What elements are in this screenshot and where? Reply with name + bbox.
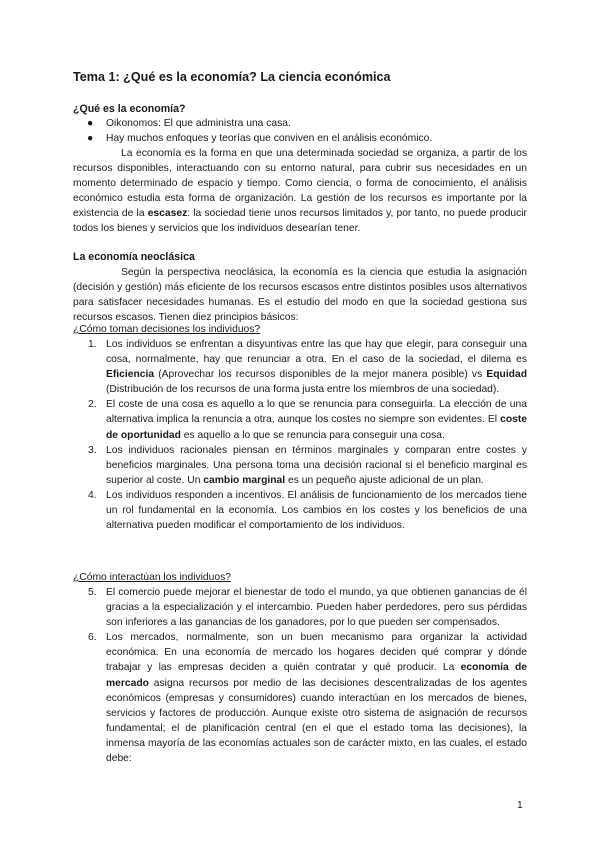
bullet-icon: ● [87, 118, 94, 129]
principles-list-decisiones [73, 337, 527, 533]
term-cambio-marginal: cambio marginal [203, 474, 286, 486]
document-title: Tema 1: ¿Qué es la economía? La ciencia económica [73, 70, 391, 84]
subheading-interaccion: ¿Cómo interactúan los individuos? [73, 572, 231, 583]
paragraph-economia-definicion: La economía es la forma en que una determinada sociedad se organiza, a partir de los recursos disponibles, interactuando con su entorno natural, para cubrir sus necesidades en un momento determinado de espacio y tiempo. Como ciencia, o forma de conocimiento, el análisis económico estudia esta forma de organización. La gestión de los recursos es importante por la existencia de la escasez: la sociedad tiene unos recursos limitados y, por tanto, no puede producir todos los bienes y servicios que los individuos desearían tener. [73, 148, 527, 235]
definition-bullet-list [73, 116, 527, 146]
bullet-item: ● Hay muchos enfoques y teorías que conviven en el análisis económico. [73, 131, 527, 146]
principles-list-interaccion [73, 585, 527, 766]
principle-item: 1. Los individuos se enfrentan a disyuntivas entre las que hay que elegir, para conseguir una cosa, normalmente, hay que renunciar a otra. En el caso de la sociedad, el dilema es Eficiencia (Aprovechar los recursos disponibles de la mejor manera posible) vs Equidad (Distribución de los recursos de una forma justa entre los miembros de una sociedad). [88, 339, 527, 396]
term-escasez: escasez [147, 208, 188, 220]
principle-item: 2. El coste de una cosa es aquello a lo que se renuncia para conseguirla. La elección de una alternativa implica la renuncia a otra, aunque los costes no siempre son evidentes. El coste de oportunidad es aquello a lo que se renuncia para conseguir una cosa. [88, 399, 527, 441]
section-heading-neoclasica: La economía neoclásica [73, 251, 195, 263]
bullet-icon: ● [87, 133, 94, 145]
term-coste-oportunidad: coste de oportunidad [106, 414, 527, 441]
bullet-item: ● Oikonomos: El que administra una casa. [73, 116, 527, 131]
subheading-decisiones: ¿Cómo toman decisiones los individuos? [73, 324, 261, 335]
term-economia-mercado: economía de mercado [106, 662, 527, 689]
principle-item: 5. El comercio puede mejorar el bienestar de todo el mundo, ya que obtienen ganancias de él gracias a la especialización y el intercambio. Pueden haber perdedores, pero sus pérdidas son inferiores a las ganancias de los ganadores, por lo que pueden ser compensados. [88, 587, 527, 629]
paragraph-neoclasica: Según la perspectiva neoclásica, la economía es la ciencia que estudia la asignación (decisión y gestión) más eficiente de los recursos escasos entre distintos posibles usos alternativos para satisfacer necesidades humanas. Es el estudio del modo en que la sociedad gestiona sus recursos escasos. Tienen diez principios básicos: [73, 267, 527, 324]
term-eficiencia: Eficiencia [106, 369, 155, 381]
principle-item: 4. Los individuos responden a incentivos. El análisis de funcionamiento de los mercados tiene un rol fundamental en la economía. Los cambios en los costes y los beneficios de una alternativa pueden modificar el comportamiento de los individuos. [88, 489, 527, 532]
term-equidad: Equidad [486, 369, 527, 381]
principle-item: 3. Los individuos racionales piensan en términos marginales y comparan entre costes y beneficios marginales. Una persona toma una decisión racional si el beneficio marginal es superior al coste. Un cambio marginal es un pequeño ajuste adicional de un plan. [88, 444, 527, 486]
page-number: 1 [517, 800, 523, 811]
section-heading-que-es: ¿Qué es la economía? [73, 103, 186, 115]
principle-item: 6. Los mercados, normalmente, son un buen mecanismo para organizar la actividad económica. En una economía de mercado los hogares deciden qué comprar y dónde trabajar y las empresas deciden a quién contratar y qué producir. La economía de mercado asigna recursos por medio de las decisiones descentralizadas de los agentes económicos (empresas y consumidores) cuando interactúan en los mercados de bienes, servicios y factores de producción. Aunque existe otro sistema de asignación de recursos fundamental; el de planificación central (en el que el estado toma las decisiones), la inmensa mayoría de las economías actuales son de carácter mixto, en las cuales, el estado debe: [88, 632, 527, 765]
